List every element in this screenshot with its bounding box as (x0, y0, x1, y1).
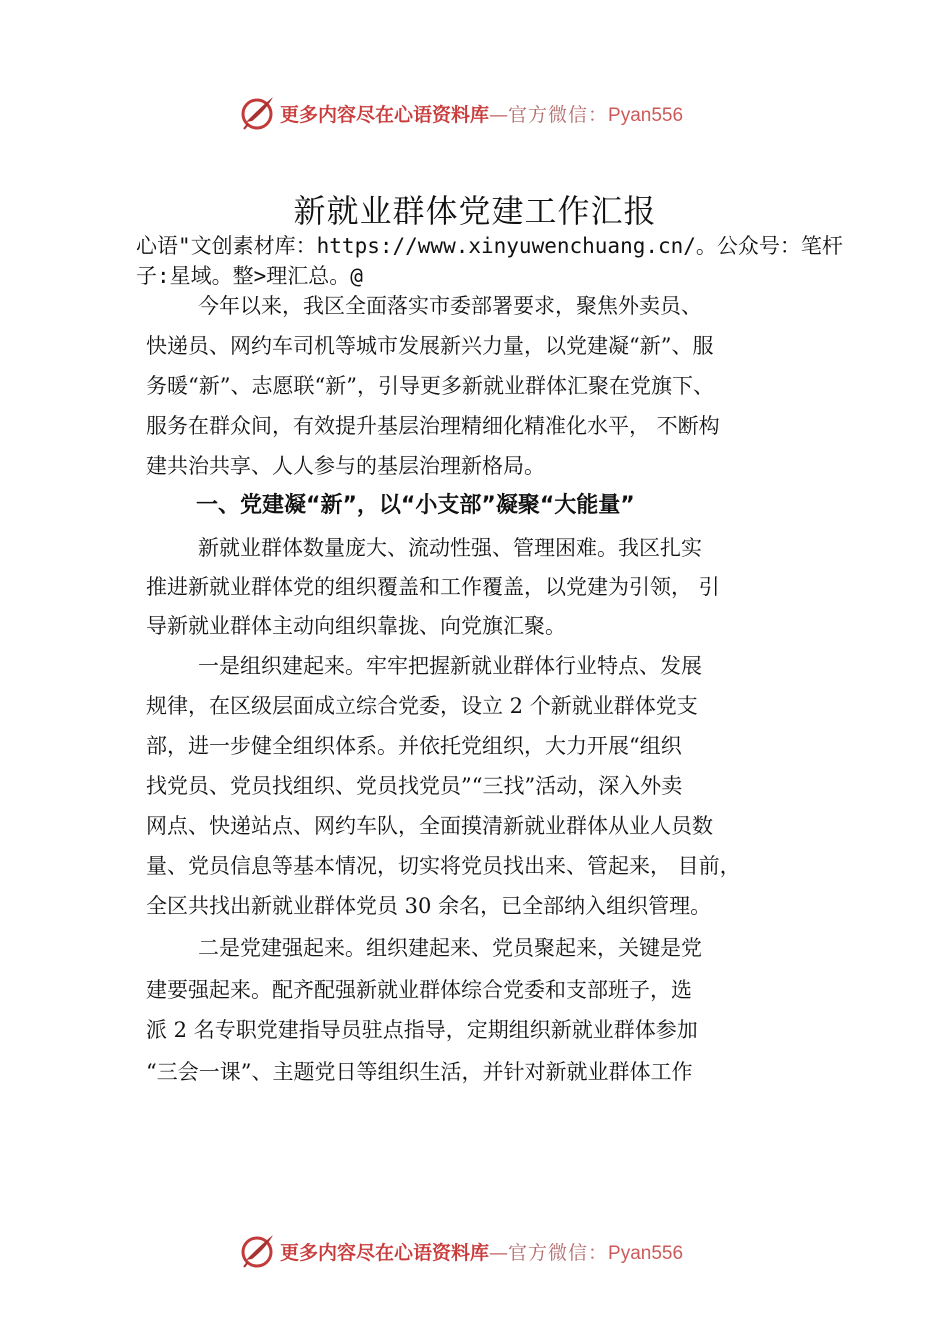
banner-separator: — (489, 1242, 509, 1264)
paragraph-line: 新就业群体数量庞大、流动性强、管理困难。我区扎实 (198, 536, 702, 560)
paragraph-line: 部，进一步健全组织体系。并依托党组织，大力开展“组织 (146, 734, 682, 758)
source-note: 心语"文创素材库：https://www.xinyuwenchuang.cn/。公众号：笔杆子:星域。整>理汇总。@ (136, 234, 843, 288)
banner-official: 官方微信： (508, 104, 609, 126)
banner-brand: 更多内容尽在心语资料库 (280, 1242, 490, 1264)
paragraph-line: 找党员、党员找组织、党员找党员”“三找”活动，深入外卖 (146, 774, 683, 798)
document-title: 新就业群体党建工作汇报 (293, 192, 657, 230)
paragraph-line: 派 2 名专职党建指导员驻点指导，定期组织新就业群体参加 (146, 1018, 698, 1042)
header-banner (0, 92, 950, 136)
paragraph-line: 规律，在区级层面成立综合党委，设立 2 个新就业群体党支 (146, 694, 698, 718)
paragraph-line: 服务在群众间，有效提升基层治理精细化精准化水平， 不断构 (146, 414, 720, 438)
paragraph-line: 快递员、网约车司机等城市发展新兴力量，以党建凝“新”、服 (146, 334, 714, 358)
paragraph-line: 建要强起来。配齐配强新就业群体综合党委和支部班子，选 (146, 978, 692, 1002)
paragraph-line: “三会一课”、主题党日等组织生活，并针对新就业群体工作 (146, 1060, 693, 1084)
banner-handle: Pyan556 (608, 105, 684, 126)
paragraph-line: 量、党员信息等基本情况，切实将党员找出来、管起来， 目前， (146, 854, 741, 878)
paragraph-line: 导新就业群体主动向组织靠拢、向党旗汇聚。 (146, 614, 566, 638)
paragraph-line: 推进新就业群体党的组织覆盖和工作覆盖，以党建为引领， 引 (146, 575, 720, 599)
banner-handle: Pyan556 (608, 1243, 684, 1264)
quill-logo-icon (240, 94, 276, 132)
banner-text (280, 100, 683, 127)
banner-separator: — (489, 104, 509, 126)
footer-banner (0, 1230, 950, 1274)
paragraph-line: 二是党建强起来。组织建起来、党员聚起来，关键是党 (198, 936, 702, 960)
banner-text (280, 1238, 683, 1265)
banner-brand: 更多内容尽在心语资料库 (280, 104, 490, 126)
section-heading: 一、党建凝“新”，以“小支部”凝聚“大能量” (196, 493, 635, 518)
banner-official: 官方微信： (508, 1242, 609, 1264)
paragraph-line: 全区共找出新就业群体党员 30 余名，已全部纳入组织管理。 (146, 894, 712, 918)
paragraph-line: 一是组织建起来。牢牢把握新就业群体行业特点、发展 (198, 654, 702, 678)
paragraph-line: 今年以来，我区全面落实市委部署要求，聚焦外卖员、 (198, 294, 702, 318)
paragraph-line: 网点、快递站点、网约车队，全面摸清新就业群体从业人员数 (146, 814, 713, 838)
paragraph-line: 务暖“新”、志愿联“新”，引导更多新就业群体汇聚在党旗下、 (146, 374, 714, 398)
quill-logo-icon (240, 1232, 276, 1270)
paragraph-line: 建共治共享、人人参与的基层治理新格局。 (146, 454, 545, 478)
